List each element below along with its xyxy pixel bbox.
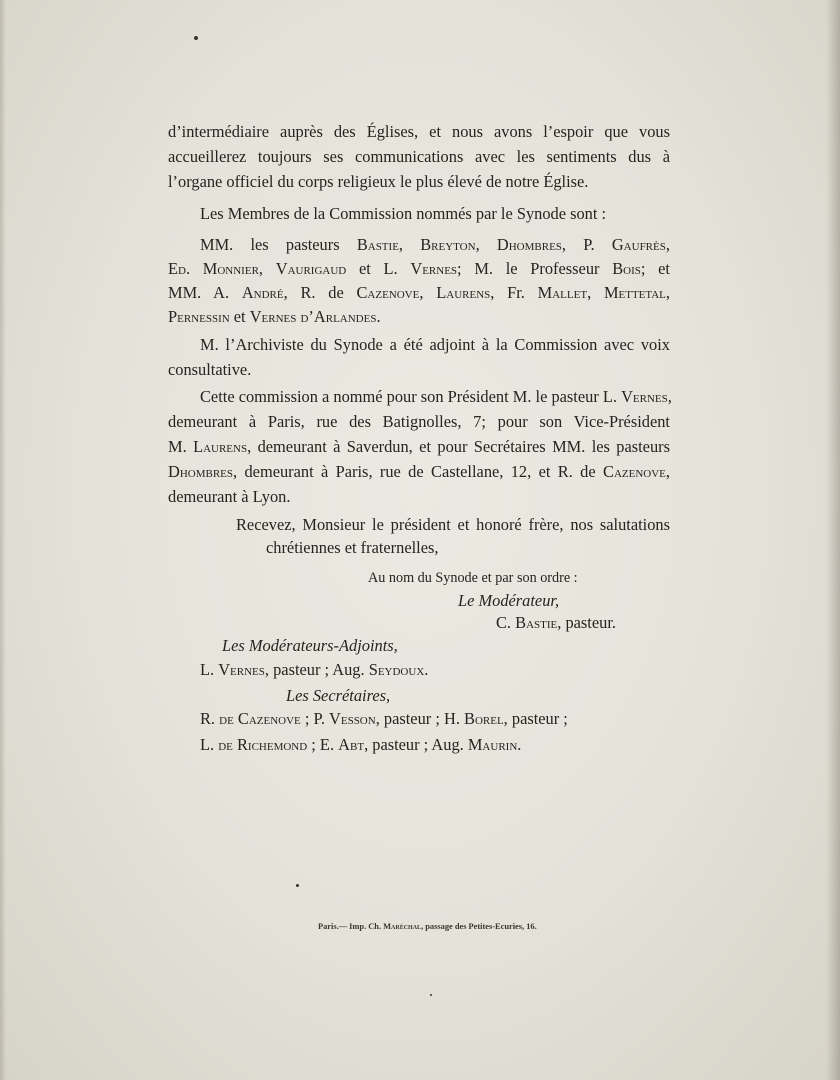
paragraph-5-line-2: demeurant à Paris, rue des Batignolles, 7; pour son Vice-Président <box>168 412 670 431</box>
paragraph-1-line-2: accueillerez toujours ses communications avec les sentiments dus à <box>168 147 670 166</box>
paragraph-5-line-3: M. Laurens, demeurant à Saverdun, et pour Secrétaires MM. les pasteurs <box>168 437 670 456</box>
page-edge-shadow <box>0 0 6 1080</box>
secretaires-line-2: L. de Richemond ; E. Abt, pasteur ; Aug. Maurin. <box>200 735 522 754</box>
members-line-3: MM. A. André, R. de Cazenove, Laurens, Fr. Mallet, Mettetal, <box>168 283 670 302</box>
paragraph-5-line-4: Dhombres, demeurant à Paris, rue de Castellane, 12, et R. de Cazenove, <box>168 462 670 481</box>
closing-line-2: chrétiennes et fraternelles, <box>266 538 439 557</box>
secretaires-title: Les Secrétaires, <box>286 686 391 705</box>
ink-speck <box>194 36 198 40</box>
ink-speck <box>430 994 432 996</box>
members-line-2: Ed. Monnier, Vaurigaud et L. Vernes; M. le Professeur Bois; et <box>168 259 670 278</box>
page-edge-shadow <box>826 0 840 1080</box>
adjoints-title: Les Modérateurs-Adjoints, <box>222 636 398 655</box>
moderateur-name: C. Bastie, pasteur. <box>496 613 616 632</box>
secretaires-line-1: R. de Cazenove ; P. Vesson, pasteur ; H. Borel, pasteur ; <box>200 709 568 728</box>
paragraph-2: Les Membres de la Commission nommés par le Synode sont : <box>200 204 607 223</box>
paragraph-5-line-1: Cette commission a nommé pour son Président M. le pasteur L. Vernes, <box>200 387 672 406</box>
paragraph-5-line-5: demeurant à Lyon. <box>168 487 291 506</box>
paragraph-1-line-3: l’organe officiel du corps religieux le plus élevé de notre Église. <box>168 172 589 191</box>
closing-line-1: Recevez, Monsieur le président et honoré frère, nos salutations <box>236 515 670 534</box>
au-nom-du-synode: Au nom du Synode et par son ordre : <box>368 570 578 586</box>
members-line-4: Pernessin et Vernes d’Arlandes. <box>168 307 381 326</box>
adjoints-names: L. Vernes, pasteur ; Aug. Seydoux. <box>200 660 429 679</box>
paragraph-1-line-1: d’intermédiaire auprès des Églises, et nous avons l’espoir que vous <box>168 122 670 141</box>
paragraph-4-line-2: consultative. <box>168 360 252 379</box>
printer-imprint: Paris.— Imp. Ch. Maréchal, passage des Petites-Ecuries, 16. <box>318 922 537 931</box>
ink-speck <box>296 884 299 887</box>
members-line-1: MM. les pasteurs Bastie, Breyton, Dhombres, P. Gaufrès, <box>200 235 670 254</box>
moderateur-title: Le Modérateur, <box>458 591 560 610</box>
paragraph-4-line-1: M. l’Archiviste du Synode a été adjoint à la Commission avec voix <box>200 335 670 354</box>
